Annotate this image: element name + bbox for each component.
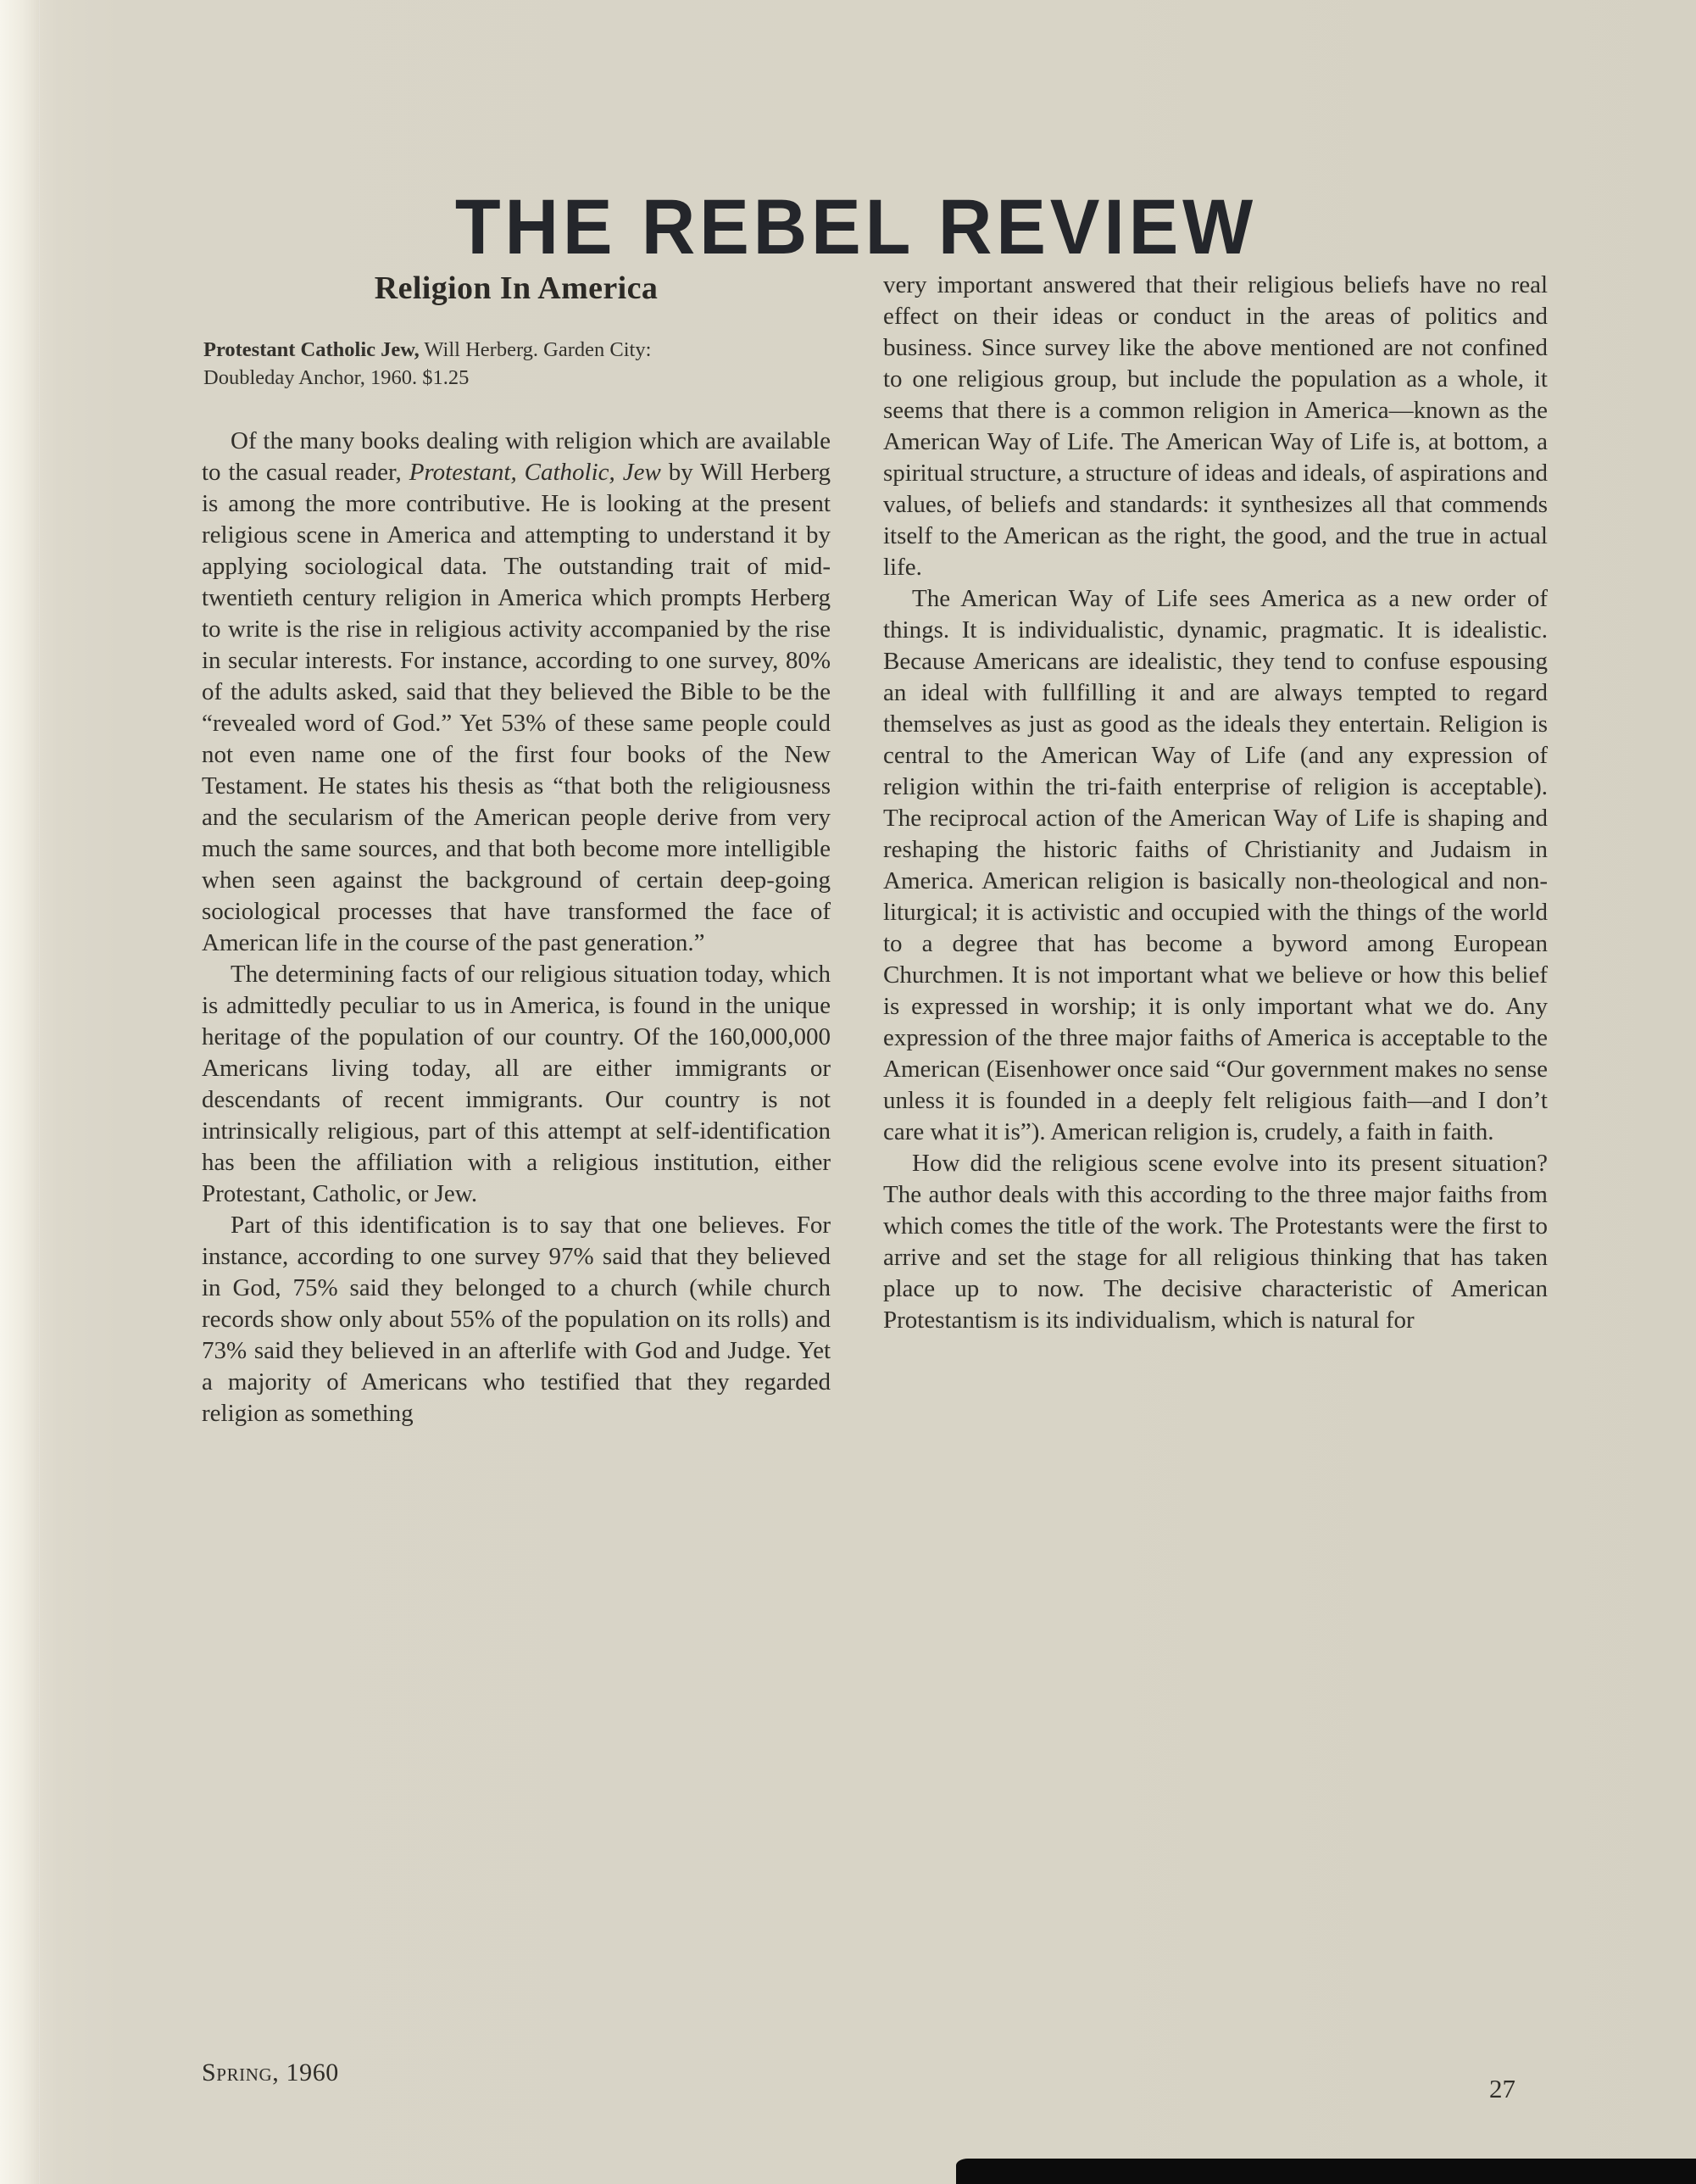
paragraph-text: The determining facts of our religious situation today, which is admittedly peculiar to us in America, is found in the unique heritage of the population of our country. Of the 160,000,000 Americans living today, all are either immigrants or descendants of recent immigrants. Our country is not intrinsically religious, part of this attempt at self-identification has been the affiliation with a religious institution, either Protestant, Catholic, or Jew. bbox=[202, 961, 831, 1207]
paragraph-text: by Will Herberg is among the more contributive. He is looking at the present religious scene in America and attempting to understand it by applying sociological data. The outstanding trait of mid-twentieth century religion in America which prompts Herberg to write is the rise in religious activity accompanied by the rise in secular interests. For instance, according to one survey, 80% of the adults asked, said that they believed the Bible to be the “revealed word of God.” Yet 53% of these same people could not even name one of the first four books of the New Testament. He states his thesis as “that both the religiousness and the secularism of the American people derive from very much the same sources, and that both become more intelligible when seen against the background of certain deep-going sociological processes that have transformed the face of American life in the course of the past generation.” bbox=[202, 459, 831, 956]
scan-artifact-bottom-bar bbox=[956, 2159, 1696, 2184]
book-citation bbox=[203, 336, 831, 392]
footer-page-number: 27 bbox=[1489, 2074, 1515, 2103]
article-heading: Religion In America bbox=[374, 270, 659, 306]
citation-book-title: Protestant Catholic Jew, bbox=[203, 338, 420, 361]
paragraph bbox=[883, 1148, 1548, 1336]
page-title: THE REBEL REVIEW bbox=[454, 182, 1258, 270]
paragraph-text: The American Way of Life sees America as a new order of things. It is individualistic, dynamic, pragmatic. It is idealistic. Because Americans are idealistic, they tend to confuse espousing an ideal with fullfilling it and are always tempted to regard themselves as just as good as the ideals they entertain. Religion is central to the American Way of Life (and any expression of religion within the tri-faith enterprise of religion is acceptable). The reciprocal action of the American Way of Life is shaping and reshaping the historic faiths of Christianity and Judaism in America. American religion is basically non-theological and non-liturgical; it is activistic and occupied with the things of the world to a degree that has become a byword among European Churchmen. It is not important what we believe or how this belief is expressed in worship; it is only important what we do. Any expression of the three major faiths of America is acceptable to the American (Eisenhower once said “Our government makes no sense unless it is founded in a deeply felt religious faith—and I don’t care what it is”). American religion is, crudely, a faith in faith. bbox=[883, 585, 1548, 1145]
right-column bbox=[883, 270, 1548, 1429]
paragraph bbox=[202, 959, 831, 1210]
paragraph-text: Of the many books dealing with religion which are available to the casual reader, bbox=[202, 427, 831, 486]
footer-date: Spring, 1960 bbox=[202, 2059, 339, 2086]
left-column bbox=[202, 270, 831, 1429]
paragraph-text: Part of this identification is to say that one believes. For instance, according to one survey 97% said that they believed in God, 75% said they belonged to a church (while church records show only about 55% of the population on its rolls) and 73% said they believed in an afterlife with God and Judge. Yet a majority of Americans who testified that they regarded religion as something bbox=[202, 1212, 831, 1427]
paragraph bbox=[202, 426, 831, 959]
citation-line-2: Doubleday Anchor, 1960. $1.25 bbox=[203, 366, 470, 389]
paragraph bbox=[883, 270, 1548, 583]
citation-author-publisher: Will Herberg. Garden City: bbox=[419, 338, 652, 361]
italic-book-title: Protestant, Catholic, Jew bbox=[409, 459, 661, 486]
page-edge-shadow bbox=[0, 0, 40, 2184]
article-body bbox=[202, 270, 1548, 1429]
right-column-paragraphs bbox=[883, 270, 1548, 1336]
citation-line-1 bbox=[203, 338, 651, 361]
paragraph-text: very important answered that their religious beliefs have no real effect on their ideas or conduct in the areas of politics and business. Since survey like the above mentioned are not confined to one religious group, but include the population as a whole, it seems that there is a common religion in America—known as the American Way of Life. The American Way of Life is, at bottom, a spiritual structure, a structure of ideas and ideals, of aspirations and values, of beliefs and standards: it synthesizes all that commends itself to the American as the right, the good, and the true in actual life. bbox=[883, 271, 1548, 581]
paragraph bbox=[883, 583, 1548, 1148]
paragraph bbox=[202, 1210, 831, 1429]
left-column-paragraphs bbox=[202, 426, 831, 1429]
paragraph-text: How did the religious scene evolve into its present situation? The author deals with this according to the three major faiths from which comes the title of the work. The Protestants were the first to arrive and set the stage for all religious thinking that has taken place up to now. The decisive characteristic of American Protestantism is its individualism, which is natural for bbox=[883, 1150, 1548, 1334]
